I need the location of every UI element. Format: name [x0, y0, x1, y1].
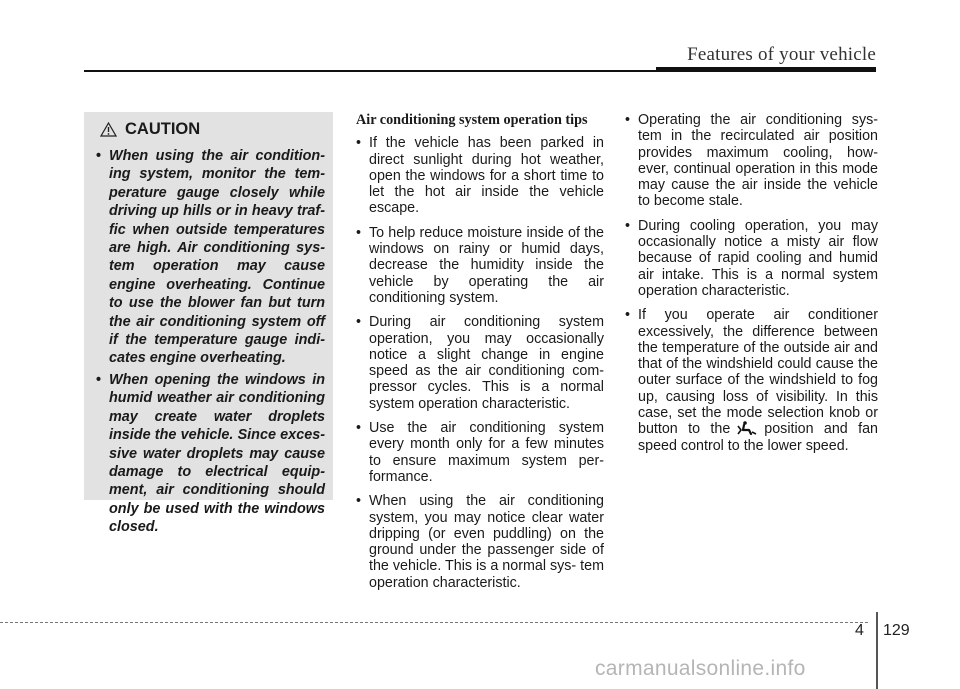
header-rule-accent — [656, 67, 876, 72]
footer-divider — [876, 612, 878, 689]
tips-column-middle — [356, 112, 604, 599]
caution-heading — [100, 120, 325, 139]
tip-text: During cooling operation, you may occasionally notice a misty air flow because of rapid cooling and humid air intake. This is a normal system operation characteristic. — [638, 217, 878, 299]
tip-item: • Operating the air conditioning sys- tem in the recirculated air position provides maximum cooling, how- ever, continual operation in this mode may cause the air inside the vehicle to become stale. — [625, 112, 878, 210]
watermark: carmanualsonline.info — [595, 657, 806, 680]
tip-text: During air conditioning system operation, you may occasionally notice a slight change in engine speed as the air conditioning com- pressor cycles. This is a normal system operation characteristic. — [369, 314, 604, 412]
tip-text: Use the air conditioning system every month only for a few minutes to ensure maximum system per- formance. — [369, 420, 604, 485]
tip-item: • When using the air conditioning system, you may notice clear water dripping (or even puddling) on the ground under the passenger side of the vehicle. This is a normal sys- tem operation characteristic. — [356, 493, 604, 591]
tip-text: If the vehicle has been parked in direct sunlight during hot weather, open the windows for a short time to let the hot air inside the vehicle escape. — [369, 135, 604, 217]
tip-item: • During air conditioning system operation, you may occasionally notice a slight change in engine speed as the air conditioning com- pressor cycles. This is a normal system operation characteristic. — [356, 314, 604, 412]
tip-item: • To help reduce moisture inside of the windows on rainy or humid days, decrease the humidity inside the vehicle by operating the air conditioning system. — [356, 224, 604, 306]
caution-item: • When using the air condition- ing system, monitor the tem- perature gauge closely while driving up hills or in heavy traf- fic when outside temperatures are high. Air conditioning sys- tem operation may cause engine overheating. Continue to use the blower fan but turn the air conditioning system off if the temperature gauge indi- cates engine overheating. — [96, 148, 325, 367]
tip-item: • During cooling operation, you may occasionally notice a misty air flow because of rapid cooling and humid air intake. This is a normal system operation characteristic. — [625, 217, 878, 299]
floor-mode-icon — [736, 421, 758, 435]
tip-item: • If the vehicle has been parked in direct sunlight during hot weather, open the windows for a short time to let the hot air inside the vehicle escape. — [356, 135, 604, 217]
warning-triangle-icon — [100, 122, 117, 137]
caution-box — [84, 112, 333, 536]
tip-text-continued: position and fan speed control to the lower speed. — [638, 421, 878, 454]
caution-item-text: When using the air condition- ing system, monitor the tem- perature gauge closely while driving up hills or in heavy traf- fic when outside temperatures are high. Air conditioning sys- tem operation may cause engine overheating. Continue to use the blower fan but turn the air conditioning system off if the temperature gauge indi- cates engine overheating. — [109, 148, 325, 367]
caution-item: • When opening the windows in humid weather air conditioning may create water droplets inside the vehicle. Since exces- sive water droplets may cause damage to electrical equip- ment, air conditioning should only be used with the windows closed. — [96, 371, 325, 536]
tip-text: When using the air conditioning system, you may notice clear water dripping (or even puddling) on the ground under the passenger side of the vehicle. This is a normal sys- tem operation characteristic. — [369, 493, 604, 591]
tips-section-title: Air conditioning system operation tips — [356, 112, 588, 128]
page-header-title: Features of your vehicle — [687, 44, 876, 65]
chapter-number: 4 — [855, 622, 864, 639]
tip-text: If you operate air conditioner excessively, the difference between the temperature of the outside air and that of the windshield could cause the outer surface of the windshield to fog up, causing loss of visibility. In this case, set the mode selection knob or button to the — [638, 307, 878, 438]
tip-item: • Use the air conditioning system every month only for a few minutes to ensure maximum system per- formance. — [356, 420, 604, 485]
caution-heading-text: CAUTION — [125, 120, 201, 138]
footer-rule — [0, 622, 868, 623]
tips-column-right — [625, 112, 878, 462]
tip-text: To help reduce moisture inside of the windows on rainy or humid days, decrease the humidity inside the vehicle by operating the air conditioning system. — [369, 224, 604, 306]
tip-item: • If you operate air conditioner excessively, the difference between the temperature of the outside air and that of the windshield could cause the outer surface of the windshield to fog up, causing loss of visibility. In this case, set the mode selection knob or button to the position and fan speed control to the lower speed. — [625, 307, 878, 454]
caution-item-text: When opening the windows in humid weather air conditioning may create water droplets inside the vehicle. Since exces- sive water droplets may cause damage to electrical equip- ment, air conditioning should only be used with the windows closed. — [109, 371, 325, 536]
tip-text: Operating the air conditioning sys- tem in the recirculated air position provides maximum cooling, how- ever, continual operation in this mode may cause the air inside the vehicle to become stale. — [638, 112, 878, 210]
page-number: 129 — [883, 622, 910, 639]
